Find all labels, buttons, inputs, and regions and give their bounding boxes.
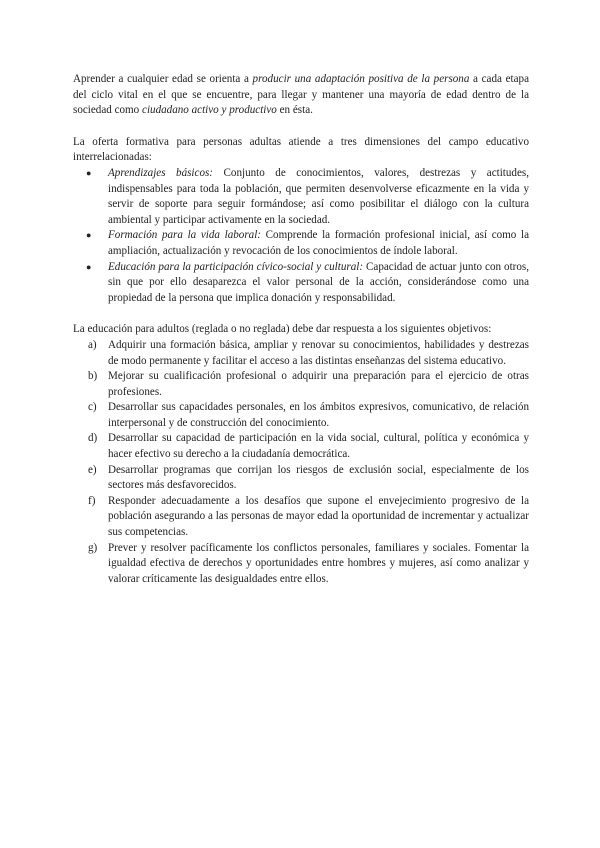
intro-paragraph (73, 72, 529, 119)
offer-paragraph: La oferta formativa para personas adultas atiende a tres dimensiones del campo educativo interrelacionadas: (73, 135, 529, 164)
intro-text-end: en ésta. (276, 104, 313, 117)
objective-text: Prever y resolver pacíficamente los conflictos personales, familiares y sociales. Fomentar la igualdad efectiva de derechos y oportunidades entre hombres y mujeres, así como analizar y valorar críticamente las desigualdades entre ellos. (108, 541, 529, 585)
list-marker: e) (88, 463, 97, 476)
list-item (88, 541, 529, 588)
intro-emphasis-adaptation: producir una adaptación positiva de la persona (252, 73, 470, 85)
bullet-icon: ● (86, 167, 92, 178)
intro-text-middle: a cada etapa del ciclo vital en el que se encuentre, para llegar y mantener una mayoría de edad dentro de la sociedad como (73, 73, 530, 117)
objective-text: Desarrollar su capacidad de participación en la vida social, cultural, política y económica y hacer efectivo su derecho a la ciudadanía democrática. (108, 432, 529, 461)
list-item (86, 228, 530, 259)
dimension-term: Aprendizajes básicos: (108, 166, 213, 179)
bullet-icon: ● (86, 230, 92, 241)
objectives-paragraph: La educación para adultos (reglada o no reglada) debe dar respuesta a los siguientes objetivos: (73, 323, 492, 336)
objective-text: Mejorar su cualificación profesional o adquirir una preparación para el ejercicio de otras profesiones. (108, 370, 529, 398)
list-item (88, 431, 529, 462)
list-item (86, 166, 529, 228)
list-item (88, 463, 529, 494)
list-item (88, 369, 529, 400)
dimension-text: Comprende la formación profesional inicial, así como la ampliación, actualización y revocación de los conocimientos de índole laboral. (108, 229, 530, 257)
list-item (88, 338, 529, 369)
list-marker: a) (88, 338, 97, 351)
list-marker: d) (88, 432, 98, 445)
objective-text: Adquirir una formación básica, ampliar y renovar su conocimientos, habilidades y destrezas de modo permanente y facilitar el acceso a las distintas enseñanzas del sistema educativo. (108, 338, 529, 367)
list-marker: c) (88, 401, 97, 414)
dimension-text: Capacidad de actuar junto con otros, sin que por ello desaparezca el valor personal de la acción, considerándose como una propiedad de la persona que implica donación y responsabilidad. (108, 260, 529, 304)
bullet-icon: ● (86, 261, 92, 272)
list-marker: b) (88, 370, 98, 383)
objective-text: Desarrollar sus capacidades personales, en los ámbitos expresivos, comunicativo, de relación interpersonal y de construcción del conocimiento. (108, 401, 529, 429)
list-item (88, 400, 529, 431)
dimension-term: Educación para la participación cívico-social y cultural: (108, 260, 364, 273)
list-marker: g) (88, 541, 98, 554)
dimension-term: Formación para la vida laboral: (108, 229, 261, 242)
list-item (88, 494, 529, 541)
intro-emphasis-citizen: ciudadano activo y productivo (142, 104, 277, 117)
dimensions-list (73, 166, 529, 306)
list-item (86, 260, 529, 307)
intro-text-start: Aprender a cualquier edad se orienta a (73, 73, 253, 85)
dimension-text: Conjunto de conocimientos, valores, destrezas y actitudes, indispensables para toda la población, que permiten desenvolverse eficazmente en la vida y servir de soporte para seguir formándose; así como posibilitar el diálogo con la cultura ambiental y participar activamente en la sociedad. (108, 166, 529, 226)
list-marker: f) (88, 494, 96, 507)
objective-text: Responder adecuadamente a los desafíos que supone el envejecimiento progresivo de la población asegurando a las personas de mayor edad la oportunidad de incrementar y actualizar sus competencias. (108, 494, 529, 539)
objectives-list (73, 338, 529, 588)
objective-text: Desarrollar programas que corrijan los riesgos de exclusión social, especialmente de los sectores más desfavorecidos. (108, 463, 529, 492)
